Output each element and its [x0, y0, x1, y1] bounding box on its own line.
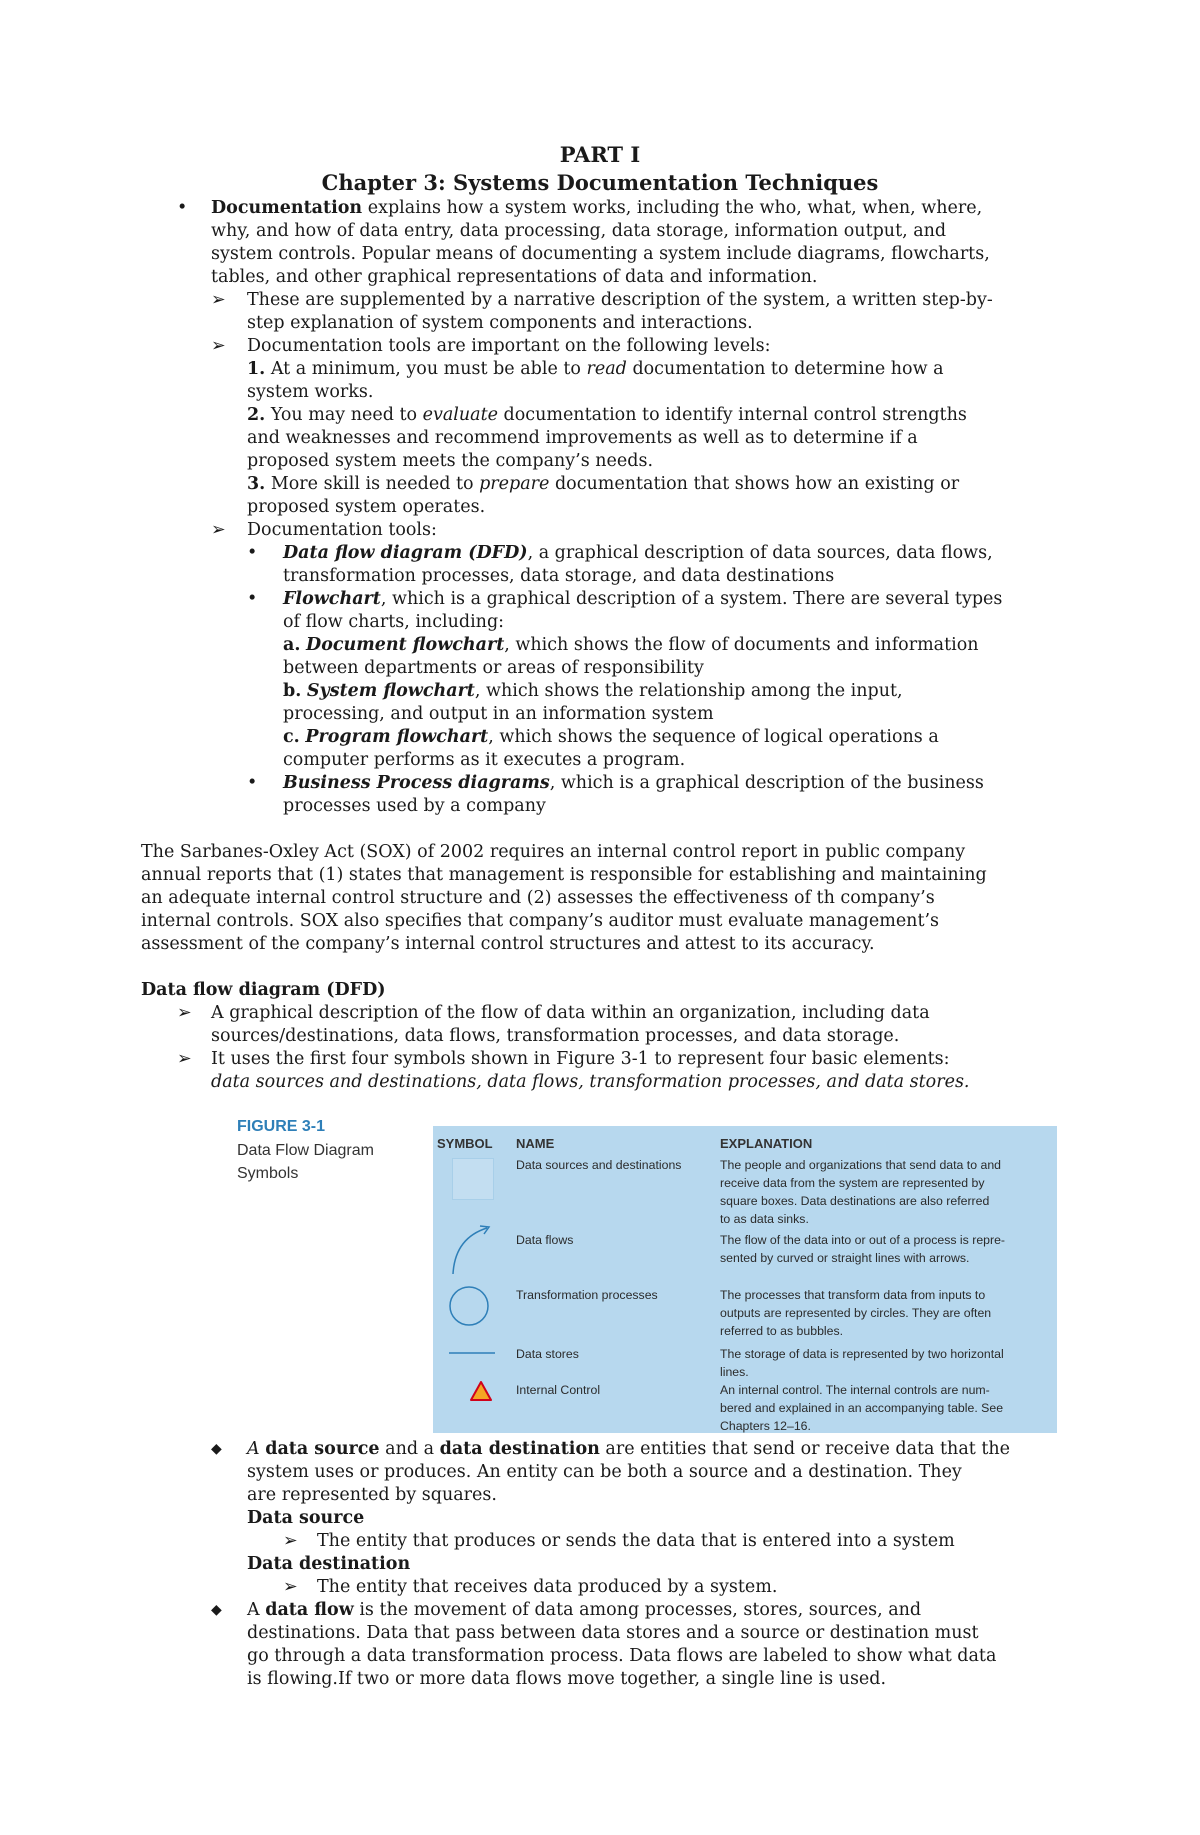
square-symbol-icon	[452, 1158, 494, 1200]
row-name: Data stores	[516, 1347, 579, 1361]
arrow-bullet-icon: ➢	[283, 1577, 298, 1597]
entities-line-3: are represented by squares.	[247, 1485, 497, 1505]
row-name: Data flows	[516, 1233, 574, 1247]
level-1: 1. At a minimum, you must be able to read documentation to determine how a	[247, 359, 944, 379]
bullet-dot: •	[247, 773, 258, 793]
data-source-definition: The entity that produces or sends the data that is entered into a system	[317, 1531, 955, 1551]
arrow-bullet-icon: ➢	[177, 1003, 192, 1023]
data-store-lines-icon	[447, 1351, 497, 1355]
level-2: 2. You may need to evaluate documentation to identify internal control strengths	[247, 405, 967, 425]
tool-flowchart: Flowchart, which is a graphical description of a system. There are several types	[283, 589, 1003, 609]
data-destination-definition: The entity that receives data produced by a system.	[317, 1577, 778, 1597]
dataflow-line-4: is flowing.If two or more data flows move together, a single line is used.	[247, 1669, 887, 1689]
figure-label: FIGURE 3-1	[237, 1118, 326, 1135]
header-name: NAME	[516, 1136, 555, 1151]
arrow-bullet-icon: ➢	[177, 1049, 192, 1069]
level-2-line-3: proposed system meets the company’s needs.	[247, 451, 654, 471]
tool-dfd-line-2: transformation processes, data storage, and data destinations	[283, 566, 835, 586]
row-explanation-line: bered and explained in an accompanying table. See	[720, 1401, 1004, 1415]
program-flowchart-line-2: computer performs as it executes a program.	[283, 750, 686, 770]
header-symbol: SYMBOL	[437, 1136, 493, 1151]
document-flowchart: a. Document flowchart, which shows the flow of documents and information	[283, 635, 979, 655]
figure-caption	[237, 1118, 374, 1185]
bullet-dot: •	[177, 198, 188, 218]
row-explanation-line: The processes that transform data from inputs to	[720, 1288, 986, 1302]
dfd-p1-line-2: sources/destinations, data flows, transformation processes, and data storage.	[211, 1026, 900, 1046]
level-2-line-2: and weaknesses and recommend improvements as well as to determine if a	[247, 428, 918, 448]
sox-line-5: assessment of the company’s internal control structures and attest to its accuracy.	[141, 934, 875, 954]
sox-line-2: annual reports that (1) states that management is responsible for establishing and maintaining	[141, 865, 987, 885]
dfd-p2-line-2: data sources and destinations, data flows, transformation processes, and data stores.	[211, 1072, 970, 1092]
dataflow-line-3: go through a data transformation process. Data flows are labeled to show what data	[247, 1646, 997, 1666]
row-name: Data sources and destinations	[516, 1158, 682, 1172]
data-destination-heading: Data destination	[247, 1554, 411, 1574]
documentation-line-3: system controls. Popular means of documenting a system include diagrams, flowcharts,	[211, 244, 990, 264]
sox-line-4: internal controls. SOX also specifies that company’s auditor must evaluate management’s	[141, 911, 940, 931]
warning-triangle-icon	[469, 1380, 493, 1402]
row-explanation-line: sented by curved or straight lines with arrows.	[720, 1251, 970, 1265]
sox-line-3: an adequate internal control structure and (2) assesses the effectiveness of th company’s	[141, 888, 935, 908]
tool-bpd: Business Process diagrams, which is a graphical description of the business	[283, 773, 984, 793]
row-explanation-line: lines.	[720, 1365, 749, 1379]
tool-flowchart-line-2: of flow charts, including:	[283, 612, 505, 632]
arrow-bullet-icon: ➢	[211, 520, 226, 540]
row-explanation-line: The flow of the data into or out of a process is repre-	[720, 1233, 1006, 1247]
arrow-bullet-icon: ➢	[211, 290, 226, 310]
row-explanation-line: outputs are represented by circles. They are often	[720, 1306, 992, 1320]
row-explanation-line: The storage of data is represented by two horizontal	[720, 1347, 1004, 1361]
row-explanation-line: The people and organizations that send data to and	[720, 1158, 1001, 1172]
row-explanation-line: to as data sinks.	[720, 1212, 809, 1226]
diamond-bullet-icon: ◆	[211, 1441, 222, 1457]
dfd-p1-line-1: A graphical description of the flow of data within an organization, including data	[211, 1003, 930, 1023]
row-name: Internal Control	[516, 1383, 601, 1397]
supplement-line-2: step explanation of system components and interactions.	[247, 313, 753, 333]
row-explanation-line: square boxes. Data destinations are also referred	[720, 1194, 990, 1208]
program-flowchart: c. Program flowchart, which shows the sequence of logical operations a	[283, 727, 939, 747]
dataflow-line-1: A data flow is the movement of data among processes, stores, sources, and	[247, 1600, 922, 1620]
dfd-p2-line-1: It uses the first four symbols shown in Figure 3-1 to represent four basic elements:	[211, 1049, 950, 1069]
level-1-line-2: system works.	[247, 382, 374, 402]
arrow-bullet-icon: ➢	[283, 1531, 298, 1551]
arrow-bullet-icon: ➢	[211, 336, 226, 356]
documentation-line-1: Documentation explains how a system works, including the who, what, when, where,	[211, 198, 983, 218]
figure-caption-line-1: Data Flow Diagram	[237, 1142, 374, 1159]
supplement-line-1: These are supplemented by a narrative description of the system, a written step-by-	[247, 290, 993, 310]
circle-symbol-icon	[447, 1284, 491, 1328]
header-explanation: EXPLANATION	[720, 1136, 813, 1151]
dataflow-line-2: destinations. Data that pass between data stores and a source or destination must	[247, 1623, 979, 1643]
system-flowchart-line-2: processing, and output in an information system	[283, 704, 714, 724]
bullet-dot: •	[247, 589, 258, 609]
entities-line-2: system uses or produces. An entity can be both a source and a destination. They	[247, 1462, 962, 1482]
level-3: 3. More skill is needed to prepare documentation that shows how an existing or	[247, 474, 960, 494]
documentation-line-2: why, and how of data entry, data processing, data storage, information output, and	[211, 221, 947, 241]
row-explanation-line: referred to as bubbles.	[720, 1324, 844, 1338]
dfd-symbols-table	[433, 1126, 1057, 1433]
entities-line-1: A data source and a data destination are entities that send or receive data that the	[247, 1439, 1011, 1459]
levels-intro: Documentation tools are important on the following levels:	[247, 336, 771, 356]
data-source-heading: Data source	[247, 1508, 365, 1528]
tools-intro: Documentation tools:	[247, 520, 437, 540]
chapter-title: Chapter 3: Systems Documentation Techniques	[321, 170, 879, 195]
row-explanation-line: An internal control. The internal controls are num-	[720, 1383, 990, 1397]
tool-dfd: Data flow diagram (DFD), a graphical description of data sources, data flows,	[283, 543, 993, 563]
system-flowchart: b. System flowchart, which shows the relationship among the input,	[283, 681, 903, 701]
sox-line-1: The Sarbanes-Oxley Act (SOX) of 2002 requires an internal control report in public company	[141, 842, 966, 862]
level-3-line-2: proposed system operates.	[247, 497, 486, 517]
figure-caption-line-2: Symbols	[237, 1165, 299, 1182]
diamond-bullet-icon: ◆	[211, 1602, 222, 1618]
curved-arrow-symbol-icon	[447, 1222, 497, 1278]
bullet-dot: •	[247, 543, 258, 563]
documentation-line-4: tables, and other graphical representations of data and information.	[211, 267, 818, 287]
dfd-heading: Data flow diagram (DFD)	[141, 980, 386, 1000]
row-explanation-line: Chapters 12–16.	[720, 1419, 811, 1433]
part-title: PART I	[559, 142, 641, 167]
tool-bpd-line-2: processes used by a company	[283, 796, 546, 816]
row-name: Transformation processes	[516, 1288, 658, 1302]
document-flowchart-line-2: between departments or areas of responsibility	[283, 658, 704, 678]
row-explanation-line: receive data from the system are represented by	[720, 1176, 985, 1190]
